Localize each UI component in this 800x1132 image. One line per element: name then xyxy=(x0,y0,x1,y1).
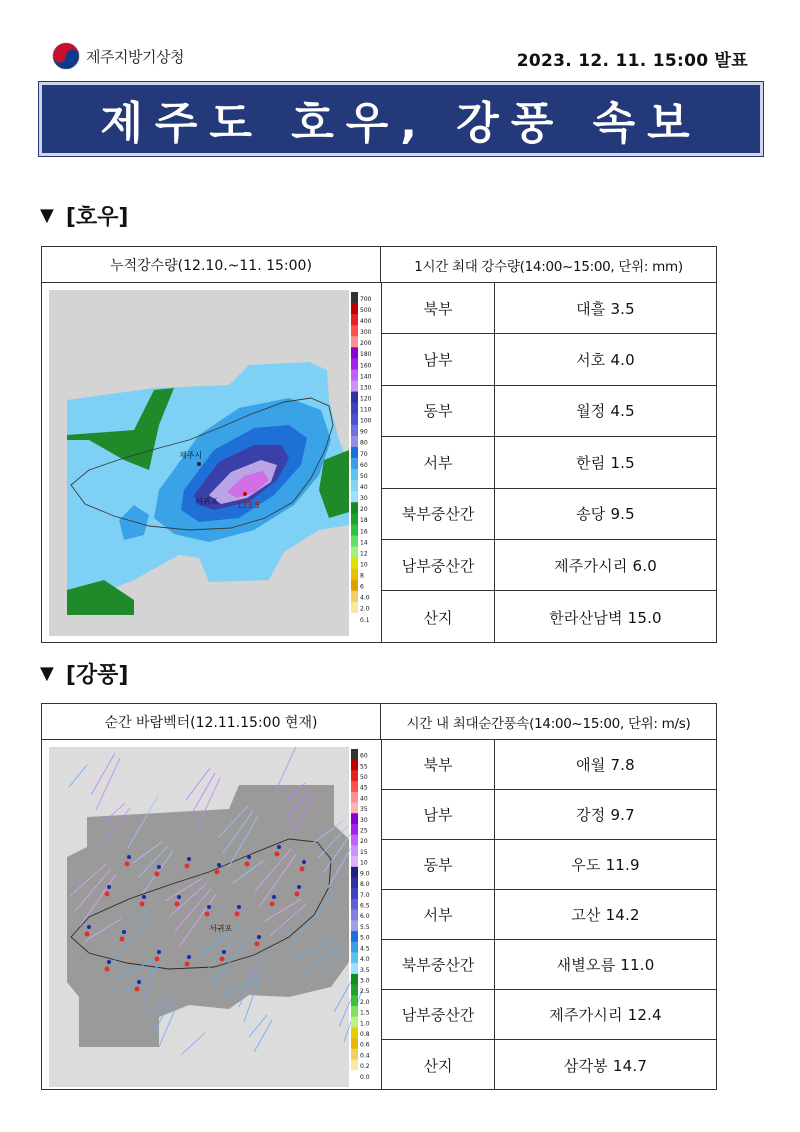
region-cell: 서부 xyxy=(382,890,495,939)
legend-tick-label: 4.0 xyxy=(360,956,370,964)
wind-station-value-marker xyxy=(105,967,110,972)
legend-tick-label: 2.0 xyxy=(360,998,370,1006)
legend-swatch xyxy=(351,303,358,314)
legend-swatch xyxy=(351,447,358,458)
legend-swatch xyxy=(351,347,358,358)
legend-tick-label: 6.0 xyxy=(360,913,370,921)
legend-swatch xyxy=(351,414,358,425)
legend-tick-label: 500 xyxy=(360,306,372,314)
region-cell: 산지 xyxy=(382,1040,495,1090)
legend-swatch xyxy=(351,835,358,846)
legend-tick-label: 130 xyxy=(360,384,372,392)
table-row xyxy=(382,283,716,334)
table-row xyxy=(382,990,716,1040)
wind-legend xyxy=(351,749,370,1081)
legend-swatch xyxy=(351,760,358,771)
table-row xyxy=(382,840,716,890)
legend-swatch xyxy=(351,381,358,392)
wind-station-dot xyxy=(187,857,191,861)
issue-date: 2023. 12. 11. 15:00 발표 xyxy=(516,51,748,71)
legend-swatch xyxy=(351,369,358,380)
wind-station-value-marker xyxy=(220,957,225,962)
legend-swatch xyxy=(351,602,358,613)
legend-tick-label: 200 xyxy=(360,340,372,348)
wind-vector-map xyxy=(49,747,374,1087)
wind-panel xyxy=(41,703,717,1090)
station-value-cell: 서호 4.0 xyxy=(576,351,635,370)
legend-tick-label: 12 xyxy=(360,550,368,558)
title-banner xyxy=(39,82,763,156)
legend-tick-label: 110 xyxy=(360,406,372,414)
legend-tick-label: 40 xyxy=(360,483,368,491)
legend-tick-label: 60 xyxy=(360,461,368,469)
legend-tick-label: 25 xyxy=(360,827,368,835)
legend-tick-label: 20 xyxy=(360,506,368,514)
legend-swatch xyxy=(351,580,358,591)
legend-swatch xyxy=(351,974,358,985)
legend-swatch xyxy=(351,931,358,942)
legend-swatch xyxy=(351,1027,358,1038)
region-cell: 남부중산간 xyxy=(382,990,495,1039)
legend-tick-label: 5.5 xyxy=(360,923,370,931)
legend-swatch xyxy=(351,899,358,910)
legend-swatch xyxy=(351,824,358,835)
legend-swatch xyxy=(351,920,358,931)
table-row xyxy=(382,790,716,840)
legend-swatch xyxy=(351,436,358,447)
wind-map-title: 순간 바람벡터(12.11.15:00 현재) xyxy=(42,704,381,739)
legend-tick-label: 400 xyxy=(360,317,372,325)
wind-station-dot xyxy=(247,855,251,859)
rain-map-svg xyxy=(49,290,374,636)
wind-station-value-marker xyxy=(185,864,190,869)
legend-tick-label: 30 xyxy=(360,495,368,503)
legend-tick-label: 180 xyxy=(360,351,372,359)
wind-station-dot xyxy=(297,885,301,889)
legend-swatch xyxy=(351,867,358,878)
wind-station-value-marker xyxy=(125,862,130,867)
legend-tick-label: 30 xyxy=(360,816,368,824)
wind-seogwipo-label: 서귀포 xyxy=(209,924,233,933)
legend-swatch xyxy=(351,558,358,569)
legend-tick-label: 20 xyxy=(360,838,368,846)
legend-swatch xyxy=(351,547,358,558)
legend-swatch xyxy=(351,942,358,953)
wind-station-dot xyxy=(142,895,146,899)
legend-swatch xyxy=(351,910,358,921)
station-value-cell: 고산 14.2 xyxy=(571,906,640,924)
legend-swatch xyxy=(351,458,358,469)
station-value-cell: 애월 7.8 xyxy=(576,756,635,774)
legend-tick-label: 2.0 xyxy=(360,605,370,613)
wind-station-dot xyxy=(187,955,191,959)
legend-swatch xyxy=(351,1017,358,1028)
wind-station-value-marker xyxy=(155,957,160,962)
legend-swatch xyxy=(351,995,358,1006)
region-cell: 북부중산간 xyxy=(382,940,495,989)
seogwipo-label: 서귀포 xyxy=(195,497,219,506)
legend-tick-label: 120 xyxy=(360,395,372,403)
region-cell: 서부 xyxy=(382,437,495,487)
taegeuk-logo-icon xyxy=(52,42,80,70)
triangle-down-icon: ▼ xyxy=(40,205,54,226)
rain-section-heading xyxy=(40,200,128,231)
station-value-cell: 삼각봉 14.7 xyxy=(563,1056,648,1075)
legend-swatch xyxy=(351,403,358,414)
table-row xyxy=(382,740,716,790)
wind-station-value-marker xyxy=(105,892,110,897)
station-value-cell: 한림 1.5 xyxy=(576,453,635,472)
agency-logo xyxy=(52,42,184,70)
table-row xyxy=(382,940,716,990)
legend-swatch xyxy=(351,1038,358,1049)
rain-section-label: [호우] xyxy=(65,205,129,230)
legend-tick-label: 18 xyxy=(360,517,368,525)
station-value-cell: 강정 9.7 xyxy=(576,806,635,824)
wind-station-value-marker xyxy=(300,867,305,872)
legend-swatch xyxy=(351,781,358,792)
rain-table-title: 1시간 최대 강수량(14:00~15:00, 단위: mm) xyxy=(414,258,683,275)
wind-table-title: 시간 내 최대순간풍속(14:00~15:00, 단위: m/s) xyxy=(406,715,691,732)
jeju-station-marker xyxy=(197,462,201,466)
wind-station-value-marker xyxy=(155,872,160,877)
legend-tick-label: 10 xyxy=(360,561,368,569)
wind-station-value-marker xyxy=(215,870,220,875)
legend-swatch xyxy=(351,314,358,325)
wind-station-dot xyxy=(87,925,91,929)
legend-tick-label: 40 xyxy=(360,795,368,803)
legend-tick-label: 140 xyxy=(360,373,372,381)
table-row xyxy=(382,386,716,437)
region-cell: 북부 xyxy=(382,740,495,789)
wind-station-dot xyxy=(237,905,241,909)
legend-tick-label: 10 xyxy=(360,859,368,867)
table-row xyxy=(382,1040,716,1090)
wind-station-dot xyxy=(107,960,111,964)
legend-swatch xyxy=(351,613,358,624)
legend-tick-label: 700 xyxy=(360,295,372,303)
legend-swatch xyxy=(351,963,358,974)
legend-tick-label: 0.1 xyxy=(360,616,370,624)
station-value-cell: 월정 4.5 xyxy=(576,402,635,421)
wind-station-value-marker xyxy=(275,852,280,857)
wind-station-value-marker xyxy=(205,912,210,917)
legend-tick-label: 6 xyxy=(360,583,364,591)
region-cell: 동부 xyxy=(382,386,495,436)
legend-swatch xyxy=(351,888,358,899)
legend-swatch xyxy=(351,524,358,535)
wind-panel-head xyxy=(42,704,716,740)
legend-swatch xyxy=(351,845,358,856)
legend-swatch xyxy=(351,392,358,403)
legend-tick-label: 160 xyxy=(360,362,372,370)
peak-value-label: 123.5 xyxy=(237,501,260,510)
legend-swatch xyxy=(351,569,358,580)
jeju-city-label: 제주시 xyxy=(179,451,203,460)
legend-tick-label: 55 xyxy=(360,763,368,771)
legend-swatch xyxy=(351,952,358,963)
legend-swatch xyxy=(351,502,358,513)
wind-station-value-marker xyxy=(245,862,250,867)
station-value-cell: 제주가시리 6.0 xyxy=(554,556,657,575)
wind-station-dot xyxy=(302,860,306,864)
peak-station-marker xyxy=(243,492,247,496)
legend-tick-label: 6.5 xyxy=(360,902,370,910)
wind-station-dot xyxy=(217,863,221,867)
legend-swatch xyxy=(351,513,358,524)
wind-map-svg xyxy=(49,747,374,1087)
legend-tick-label: 0.8 xyxy=(360,1031,370,1039)
table-row xyxy=(382,437,716,488)
legend-swatch xyxy=(351,749,358,760)
wind-station-value-marker xyxy=(175,902,180,907)
legend-swatch xyxy=(351,1006,358,1017)
station-value-cell: 송당 9.5 xyxy=(576,505,635,524)
station-value-cell: 한라산남벽 15.0 xyxy=(549,608,662,627)
wind-station-value-marker xyxy=(140,902,145,907)
document-header xyxy=(0,0,800,80)
legend-tick-label: 0.2 xyxy=(360,1063,370,1071)
triangle-down-icon: ▼ xyxy=(40,663,54,684)
wind-max-table xyxy=(381,740,716,1090)
legend-swatch xyxy=(351,325,358,336)
station-value-cell: 새별오름 11.0 xyxy=(556,956,655,974)
page-title: 제주도 호우, 강풍 속보 xyxy=(100,98,702,149)
legend-tick-label: 16 xyxy=(360,528,368,536)
wind-station-dot xyxy=(107,885,111,889)
legend-tick-label: 5.0 xyxy=(360,934,370,942)
legend-swatch xyxy=(351,480,358,491)
legend-tick-label: 0.0 xyxy=(360,1073,370,1081)
legend-tick-label: 3.0 xyxy=(360,977,370,985)
legend-swatch xyxy=(351,1060,358,1071)
legend-tick-label: 35 xyxy=(360,806,368,814)
legend-swatch xyxy=(351,469,358,480)
wind-station-dot xyxy=(137,980,141,984)
legend-swatch xyxy=(351,803,358,814)
rain-panel-head xyxy=(42,247,716,283)
legend-swatch xyxy=(351,813,358,824)
legend-tick-label: 7.0 xyxy=(360,891,370,899)
wind-station-dot xyxy=(122,930,126,934)
legend-swatch xyxy=(351,336,358,347)
legend-swatch xyxy=(351,878,358,889)
wind-station-dot xyxy=(157,950,161,954)
region-cell: 북부 xyxy=(382,283,495,333)
wind-station-value-marker xyxy=(85,932,90,937)
legend-tick-label: 0.6 xyxy=(360,1041,370,1049)
legend-tick-label: 3.5 xyxy=(360,966,370,974)
legend-swatch xyxy=(351,535,358,546)
legend-swatch xyxy=(351,856,358,867)
legend-tick-label: 50 xyxy=(360,472,368,480)
legend-tick-label: 8.0 xyxy=(360,881,370,889)
legend-tick-label: 14 xyxy=(360,539,368,547)
legend-tick-label: 0.4 xyxy=(360,1052,370,1060)
wind-station-dot xyxy=(272,895,276,899)
wind-station-value-marker xyxy=(235,912,240,917)
wind-section-label: [강풍] xyxy=(65,663,129,688)
region-cell: 남부중산간 xyxy=(382,540,495,590)
region-cell: 산지 xyxy=(382,591,495,642)
legend-tick-label: 80 xyxy=(360,439,368,447)
legend-tick-label: 100 xyxy=(360,417,372,425)
legend-tick-label: 90 xyxy=(360,428,368,436)
wind-station-value-marker xyxy=(120,937,125,942)
wind-station-dot xyxy=(177,895,181,899)
legend-swatch xyxy=(351,1049,358,1060)
wind-station-dot xyxy=(207,905,211,909)
wind-station-dot xyxy=(127,855,131,859)
table-row xyxy=(382,540,716,591)
legend-swatch xyxy=(351,491,358,502)
legend-tick-label: 8 xyxy=(360,572,364,580)
wind-section-heading xyxy=(40,658,128,689)
legend-tick-label: 9.0 xyxy=(360,870,370,878)
rain-max-table xyxy=(381,283,716,643)
wind-station-value-marker xyxy=(270,902,275,907)
rain-map-title: 누적강수량(12.10.~11. 15:00) xyxy=(42,247,381,282)
wind-station-value-marker xyxy=(295,892,300,897)
wind-station-value-marker xyxy=(185,962,190,967)
legend-swatch xyxy=(351,792,358,803)
legend-tick-label: 60 xyxy=(360,752,368,760)
region-cell: 남부 xyxy=(382,790,495,839)
legend-swatch xyxy=(351,770,358,781)
wind-station-dot xyxy=(157,865,161,869)
legend-tick-label: 1.0 xyxy=(360,1020,370,1028)
legend-tick-label: 15 xyxy=(360,848,368,856)
station-value-cell: 제주가시리 12.4 xyxy=(549,1006,662,1024)
table-row xyxy=(382,489,716,540)
table-row xyxy=(382,591,716,642)
legend-tick-label: 300 xyxy=(360,329,372,337)
region-cell: 동부 xyxy=(382,840,495,889)
legend-swatch xyxy=(351,591,358,602)
table-row xyxy=(382,334,716,385)
wind-station-dot xyxy=(277,845,281,849)
rain-panel xyxy=(41,246,717,643)
legend-tick-label: 50 xyxy=(360,773,368,781)
legend-swatch xyxy=(351,1070,358,1081)
wind-station-value-marker xyxy=(135,987,140,992)
rain-legend xyxy=(351,292,372,624)
legend-tick-label: 1.5 xyxy=(360,1009,370,1017)
legend-tick-label: 4.5 xyxy=(360,945,370,953)
legend-swatch xyxy=(351,985,358,996)
wind-station-value-marker xyxy=(255,942,260,947)
legend-swatch xyxy=(351,358,358,369)
region-cell: 남부 xyxy=(382,334,495,384)
legend-tick-label: 45 xyxy=(360,784,368,792)
rain-accumulation-map xyxy=(49,290,374,636)
station-value-cell: 대흘 3.5 xyxy=(576,299,635,318)
wind-station-dot xyxy=(257,935,261,939)
agency-name: 제주지방기상청 xyxy=(86,47,184,66)
table-row xyxy=(382,890,716,940)
legend-swatch xyxy=(351,425,358,436)
wind-station-dot xyxy=(222,950,226,954)
station-value-cell: 우도 11.9 xyxy=(571,856,640,874)
legend-swatch xyxy=(351,292,358,303)
legend-tick-label: 4.0 xyxy=(360,594,370,602)
legend-tick-label: 2.5 xyxy=(360,988,370,996)
region-cell: 북부중산간 xyxy=(382,489,495,539)
legend-tick-label: 70 xyxy=(360,450,368,458)
